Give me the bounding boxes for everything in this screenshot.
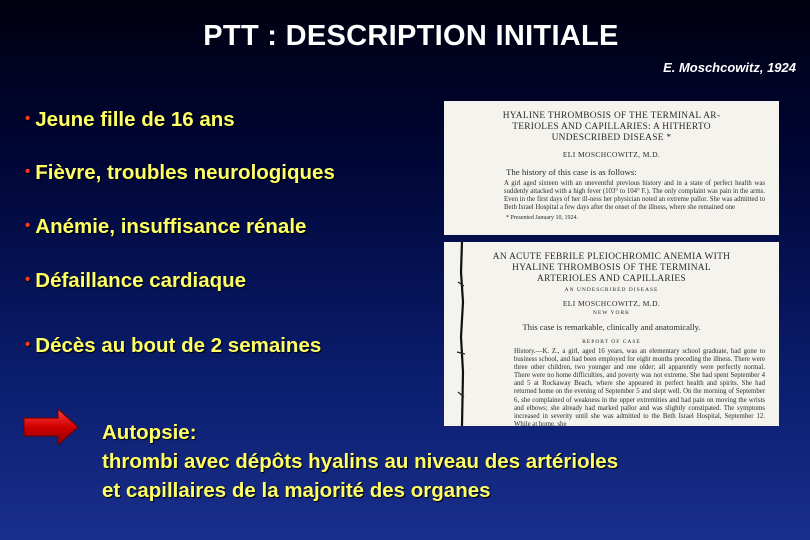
bullet-dot-icon: •: [25, 271, 31, 288]
article-footnote: * Presented January 10, 1924.: [506, 215, 578, 222]
article-section-title: REPORT OF CASE: [582, 339, 641, 345]
bullet-dot-icon: •: [25, 217, 31, 234]
bullet-dot-icon: •: [25, 163, 31, 180]
bullet-item: • Anémie, insuffisance rénale: [25, 215, 307, 238]
bullet-item: • Défaillance cardiaque: [25, 269, 247, 292]
slide-title: PTT : DESCRIPTION INITIALE: [203, 20, 619, 52]
article-heading: HYALINE THROMBOSIS OF THE TERMINAL AR- TERIOLES AND CAPILLARIES: A HITHERTO UNDESCRIBED DISEASE *: [502, 111, 721, 143]
article-body: A girl aged sixteen with an uneventful previous history and in a state of perfect health was suddenly attacked with a high fever (103° to 104° F.). The only complaint was pain in the arms. Even in the first days of her ill-ness her physician noted an extreme pallor. She was admitted to Beth Israel Hospital a few days after the onset of the illness, where she remained one: [504, 180, 765, 212]
bullet-dot-icon: •: [25, 336, 31, 353]
article-lead: This case is remarkable, clinically and anatomically.: [522, 322, 701, 332]
author-citation: E. Moschcowitz, 1924: [663, 60, 796, 75]
autopsy-line-2: et capillaires de la majorité des organes: [102, 479, 491, 502]
article-author: ELI MOSCHCOWITZ, M.D.: [562, 150, 661, 159]
binding-edge-icon: [452, 242, 472, 426]
article-scan-1924: [444, 101, 779, 235]
autopsy-line-1: thrombi avec dépôts hyalins au niveau des artérioles: [102, 450, 619, 473]
autopsy-findings: [102, 418, 618, 505]
article-heading: AN ACUTE FEBRILE PLEIOCHROMIC ANEMIA WITH HYALINE THROMBOSIS OF THE TERMINAL ARTERIOLES AND CAPILLARIES: [492, 252, 731, 284]
autopsy-label: Autopsie:: [102, 421, 197, 444]
red-arrow-icon: [22, 407, 80, 447]
article-lead: The history of this case is as follows:: [506, 167, 637, 177]
bullet-item: • Décès au bout de 2 semaines: [25, 334, 322, 357]
article-location: NEW YORK: [592, 310, 631, 316]
article-author: ELI MOSCHCOWITZ, M.D.: [562, 299, 661, 308]
article-body: History.—K. Z., a girl, aged 16 years, was an elementary school graduate, had gone to business school, and had been employed for eight months preceding the illness. There were three other children, two younger and one older; all apparently were perfectly normal. There were no home difficulties, and poverty was not extreme. She had spent September 4 and 5 at Rockaway Beach, where she appeared in perfect health and spirits. She had returned home on the evening of September 5 and slept well. On the morning of September 6, she complained of weakness in the upper extremities and had pain on moving the wrists and elbows; she already had marked pallor and was slightly constipated. The symptoms increased in severity until she was admitted to the Beth Israel Hospital, September 12. While at home, she: [514, 348, 765, 426]
bullet-dot-icon: •: [25, 110, 31, 127]
article-scan-full: [444, 242, 779, 426]
article-subtitle: AN UNDESCRIBED DISEASE: [564, 287, 659, 293]
bullet-item: • Fièvre, troubles neurologiques: [25, 161, 335, 184]
bullet-item: • Jeune fille de 16 ans: [25, 108, 235, 131]
